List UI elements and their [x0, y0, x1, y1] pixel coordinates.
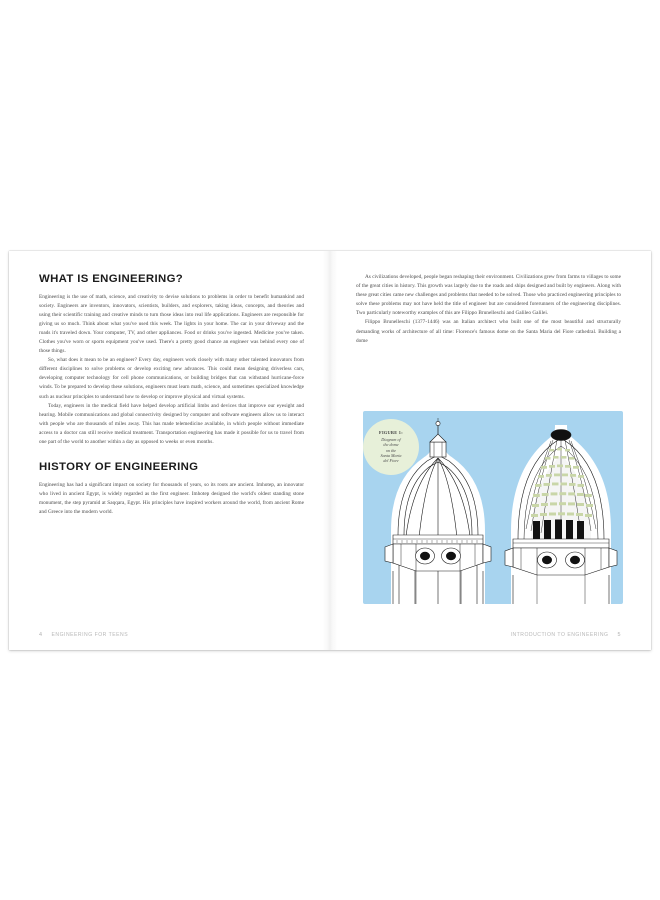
- paragraph-what-is-engineering-3: Today, engineers in the medical field have helped develop artificial limbs and devices that improve our eyesight and hearing. Mobile communications and global connectivity designed by computer and software engineers allow us to interact with people who are thousands of miles away. This has made telemedicine available, in which people without immediate access to a doctor can still receive medical treatment. Transportation engineering has made it possible for us to travel from one part of the world to another within a day as opposed to weeks or even months.: [39, 402, 304, 446]
- section-heading-what-is-engineering: WHAT IS ENGINEERING?: [39, 273, 184, 285]
- folio-right: 5: [617, 632, 621, 638]
- figure-caption-line-3: on the: [385, 447, 397, 453]
- figure-caption-label: FIGURE 1:: [379, 430, 403, 436]
- paragraph-what-is-engineering-1: Engineering is the use of math, science, and creativity to devise solutions to problems in order to benefit humankind and society. Engineers are inventors, innovators, scientists, builders, and explorers, taking ideas, concepts, and theories and using their scientific training and creative minds to turn those ideas into real life applications. Engineers are responsible for giving us so much. Think about what you've used this week. The lights in your home. The car in your driveway and the roads it's traveled down. Your computer, TV, and other appliances. Food or drinks you've ingested. Medicine you've taken. Clothes you've worn or sports equipment you've used. There's a pretty good chance an engineer was behind every one of those things.: [39, 293, 304, 355]
- figure-caption-line-4: Santa Maria: [380, 452, 402, 458]
- running-foot-left: [39, 632, 128, 638]
- paragraph-right-1: As civilizations developed, people began reshaping their environment. Civilizations grew from farms to villages to some of the great cities in history. This growth was largely due to the roads and ships designed and built by engineers. Along with these great cities came new challenges and problems that needed to be solved. Those who practiced engineering principles to solve these problems may not have held the title of engineer but are considered forerunners of the engineering disciplines. Two particularly noteworthy examples of this are Filippo Brunelleschi and Galileo Galilei.: [356, 274, 621, 317]
- folio-left: 4: [39, 632, 43, 638]
- running-foot-right: [511, 632, 621, 638]
- left-page: [9, 251, 330, 650]
- paragraph-history-of-engineering-1: Engineering has had a significant impact on society for thousands of years, so its roots are ancient. Imhotep, an innovator who lived in ancient Egypt, is widely regarded as the first engineer. Imhotep designed the world's oldest standing stone monument, the step pyramid at Saqqara, Egypt. His principles have inspired workers around the world, from ancient Rome and Greece into the modern world.: [39, 481, 304, 515]
- figure-caption-line-1: Diagram of: [381, 436, 401, 442]
- section-heading-history-of-engineering: HISTORY OF ENGINEERING: [39, 461, 199, 474]
- figure-caption-bubble: [363, 419, 419, 475]
- running-foot-left-title: ENGINEERING FOR TEENS: [51, 632, 129, 638]
- paragraph-right-2: Filippo Brunelleschi (1377-1446) was an Italian architect who built one of the most beautiful and structurally demanding works of architecture of all time: Florence's famous dome on the Santa Maria del Fiore cathedral. Building a dome: [356, 319, 621, 344]
- figure-caption-line-2: the dome: [383, 442, 399, 448]
- dome-cutaway: [505, 427, 617, 604]
- running-foot-right-title: INTRODUCTION TO ENGINEERING: [510, 632, 609, 638]
- paragraph-what-is-engineering-2: So, what does it mean to be an engineer? Every day, engineers work closely with many other talented innovators from different disciplines to solve problems or develop exciting new advances. This could mean designing driverless cars, developing computer technology for cell phone communications, or building bridges that can withstand hurricane-force winds. To be prepared to develop these solutions, engineers must learn math, science, and sometimes specialized knowledge such as nuclear principles to understand how to develop or improve physical and virtual systems.: [39, 357, 304, 400]
- figure-caption-line-5: del Fiore: [383, 458, 399, 464]
